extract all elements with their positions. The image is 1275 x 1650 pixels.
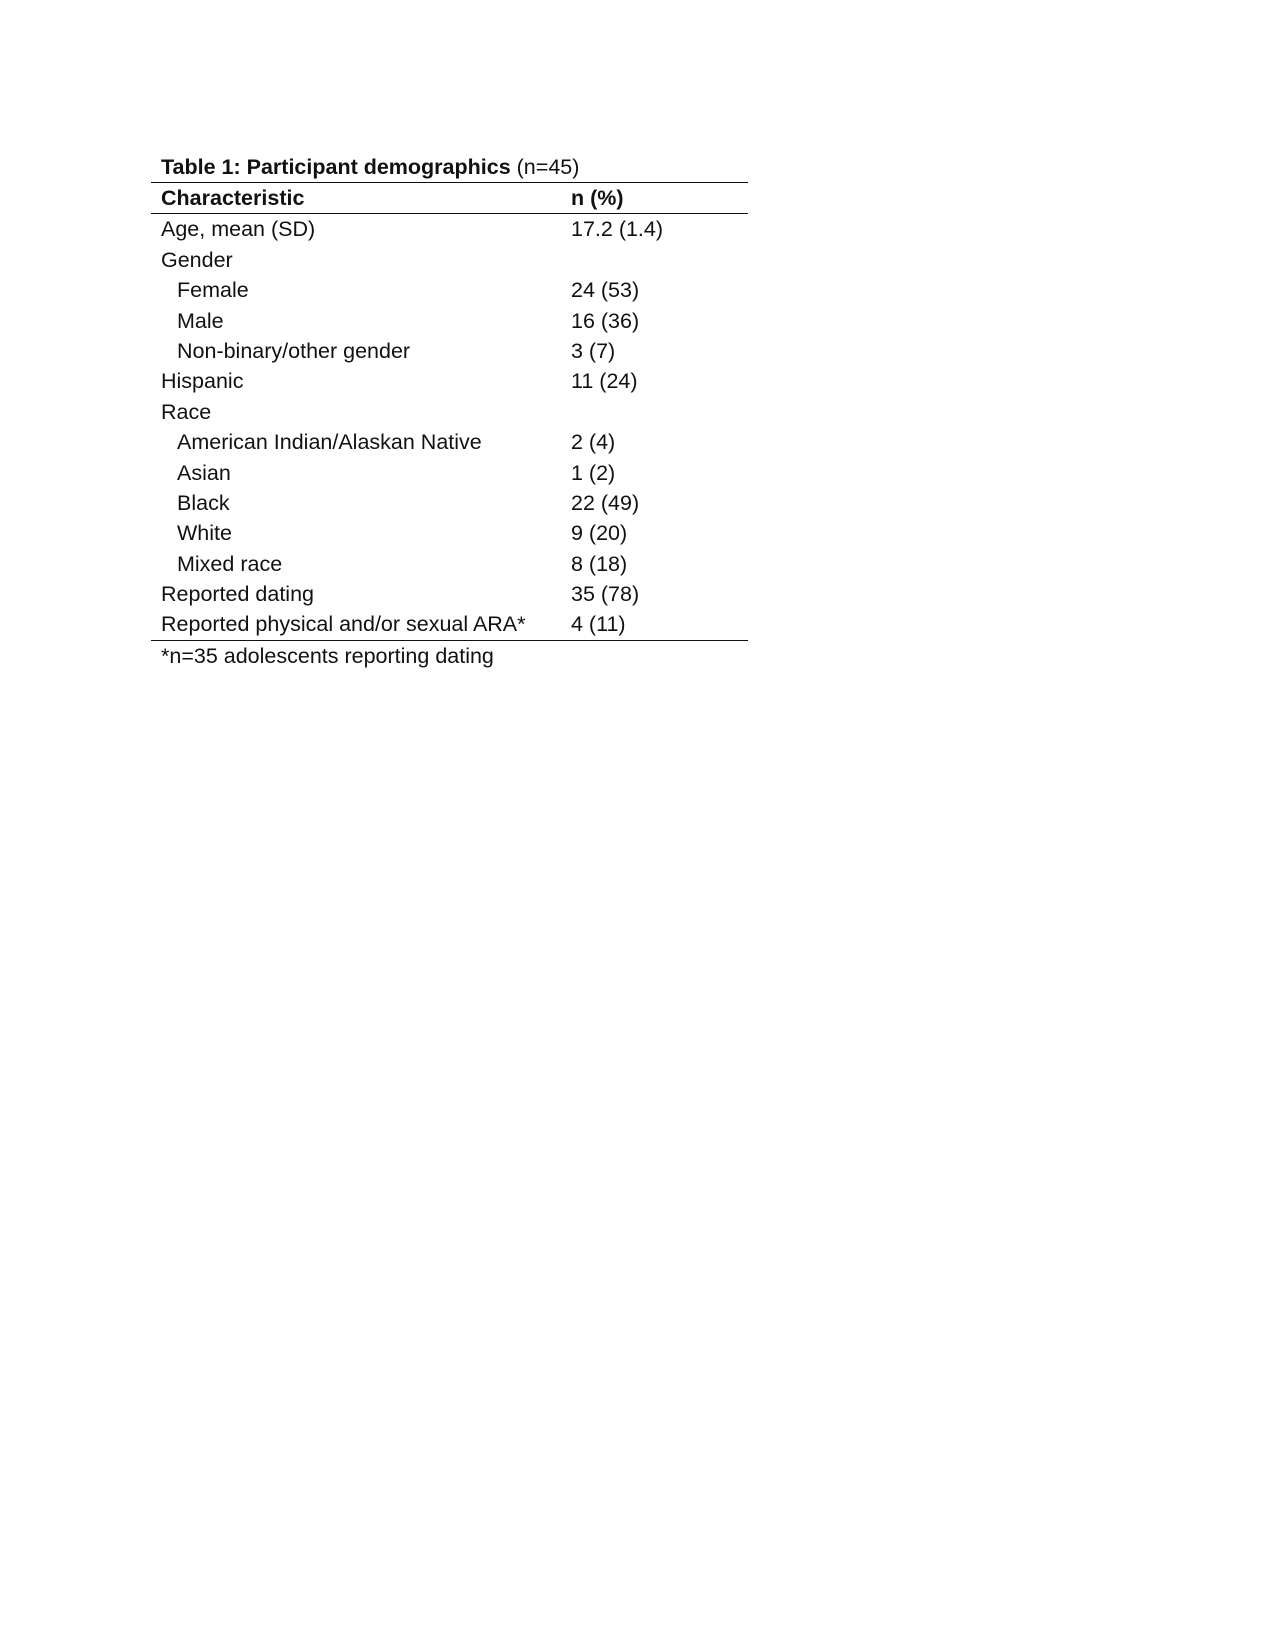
table-row bbox=[151, 306, 748, 336]
table-row bbox=[151, 458, 748, 488]
row-value: 16 (36) bbox=[571, 308, 640, 333]
header-n-percent: n (%) bbox=[571, 186, 624, 210]
table-footnote: *n=35 adolescents reporting dating bbox=[161, 643, 494, 668]
row-label: American Indian/Alaskan Native bbox=[177, 430, 482, 455]
table-title-bold: Table 1: Participant demographics bbox=[161, 155, 511, 179]
row-value bbox=[571, 245, 748, 275]
row-value: 22 (49) bbox=[571, 490, 640, 515]
table-row bbox=[151, 336, 748, 366]
table-row bbox=[151, 549, 748, 579]
row-label: Gender bbox=[161, 247, 233, 272]
row-value: 9 (20) bbox=[571, 521, 628, 546]
table-row bbox=[151, 214, 748, 244]
row-value: 35 (78) bbox=[571, 582, 640, 607]
table-row bbox=[151, 397, 748, 427]
table-row bbox=[151, 366, 748, 396]
row-label: Age, mean (SD) bbox=[161, 217, 316, 242]
row-label: Non-binary/other gender bbox=[177, 338, 411, 363]
table-row bbox=[151, 245, 748, 275]
row-value: 8 (18) bbox=[571, 551, 628, 576]
row-value: 11 (24) bbox=[571, 369, 638, 394]
row-value: 2 (4) bbox=[571, 430, 616, 455]
table-row bbox=[151, 579, 748, 609]
table-header-row bbox=[151, 183, 748, 213]
row-label: Black bbox=[177, 490, 230, 515]
row-label: Male bbox=[177, 308, 224, 333]
row-label: Reported physical and/or sexual ARA* bbox=[161, 612, 526, 637]
table-title-sample-size: (n=45) bbox=[510, 155, 580, 179]
table-row bbox=[151, 488, 748, 518]
row-label: White bbox=[177, 521, 232, 546]
row-label: Race bbox=[161, 399, 212, 424]
row-label: Female bbox=[177, 278, 249, 303]
table-title bbox=[151, 152, 748, 182]
row-value: 24 (53) bbox=[571, 278, 640, 303]
row-value: 17.2 (1.4) bbox=[571, 217, 664, 242]
header-characteristic: Characteristic bbox=[161, 186, 305, 210]
row-value bbox=[571, 397, 748, 427]
row-value: 4 (11) bbox=[571, 612, 626, 637]
table-body bbox=[151, 214, 748, 639]
table-row bbox=[151, 609, 748, 639]
table-row bbox=[151, 275, 748, 305]
row-value: 1 (2) bbox=[571, 460, 616, 485]
row-label: Hispanic bbox=[161, 369, 244, 394]
table-row bbox=[151, 427, 748, 457]
table-row bbox=[151, 518, 748, 548]
row-label: Reported dating bbox=[161, 582, 314, 607]
demographics-table bbox=[151, 152, 748, 671]
row-label: Asian bbox=[177, 460, 231, 485]
row-label: Mixed race bbox=[177, 551, 283, 576]
row-value: 3 (7) bbox=[571, 338, 616, 363]
